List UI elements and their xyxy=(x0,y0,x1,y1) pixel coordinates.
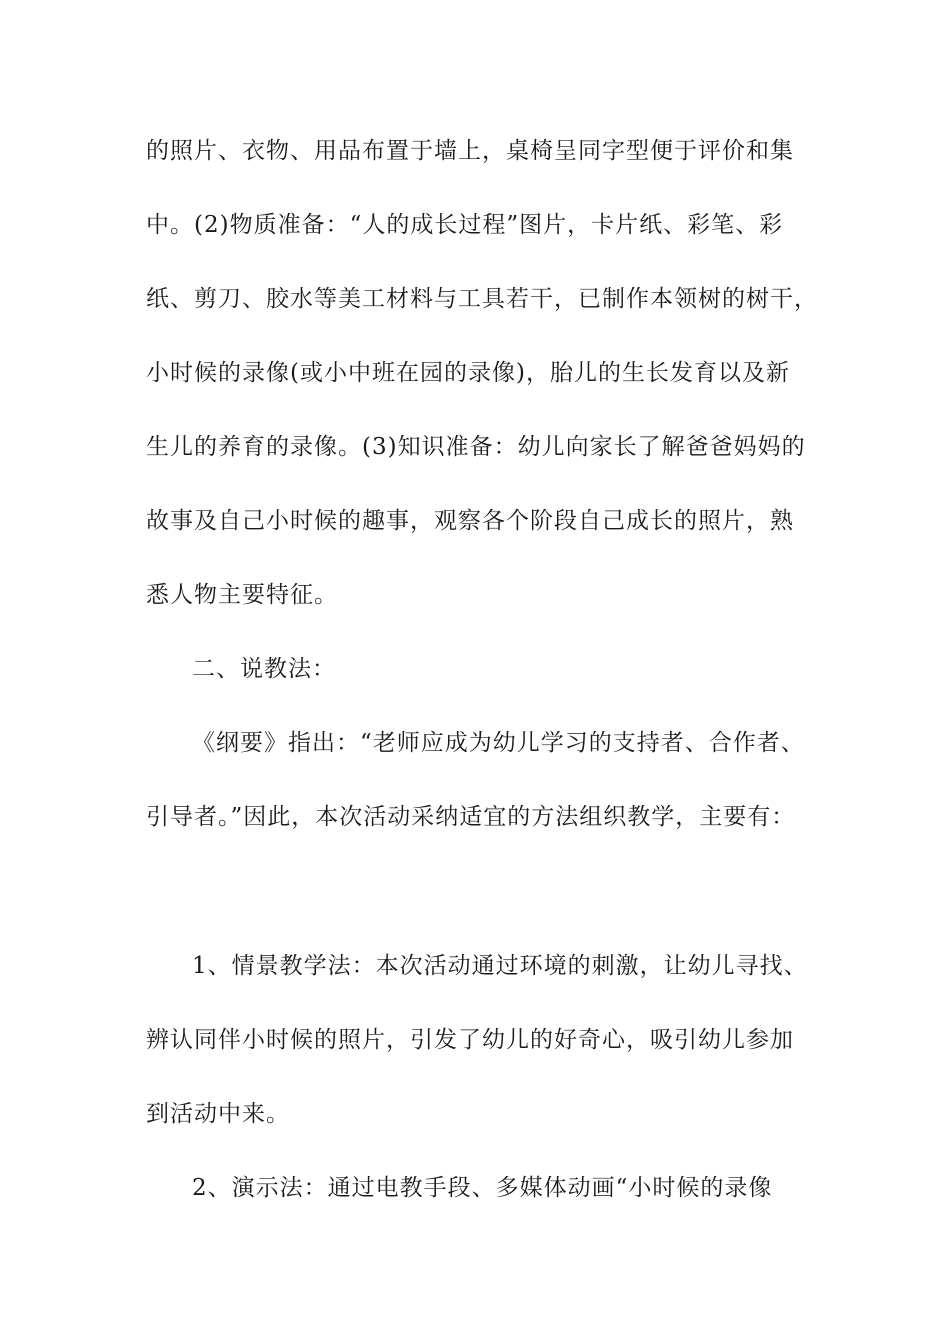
text-line-7: 悉人物主要特征。 xyxy=(146,582,338,608)
text-line-12: 辨认同伴小时候的照片，引发了幼儿的好奇心，吸引幼儿参加 xyxy=(146,1027,794,1053)
text-line-3: 纸、剪刀、胶水等美工材料与工具若干，已制作本领树的树干， xyxy=(146,286,818,312)
text-line-9: 《纲要》指出：“老师应成为幼儿学习的支持者、合作者、 xyxy=(192,730,805,756)
section-heading: 二、说教法： xyxy=(192,656,336,682)
text-line-5: 生儿的养育的录像。(3)知识准备：幼儿向家长了解爸爸妈妈的 xyxy=(146,434,806,460)
text-line-4: 小时候的录像(或小中班在园的录像)，胎儿的生长发育以及新 xyxy=(146,360,790,386)
text-line-1: 的照片、衣物、用品布置于墙上，桌椅呈同字型便于评价和集 xyxy=(146,138,794,164)
text-line-2: 中。(2)物质准备：“人的成长过程”图片，卡片纸、彩笔、彩 xyxy=(146,212,784,238)
text-line-14: 2、演示法：通过电教手段、多媒体动画“小时候的录像 xyxy=(192,1175,773,1201)
text-line-13: 到活动中来。 xyxy=(146,1101,290,1127)
text-line-10: 引导者。”因此，本次活动采纳适宜的方法组织教学，主要有： xyxy=(146,804,796,830)
text-line-11: 1、情景教学法：本次活动通过环境的刺激，让幼儿寻找、 xyxy=(192,953,808,979)
text-line-6: 故事及自己小时候的趣事，观察各个阶段自己成长的照片，熟 xyxy=(146,508,794,534)
